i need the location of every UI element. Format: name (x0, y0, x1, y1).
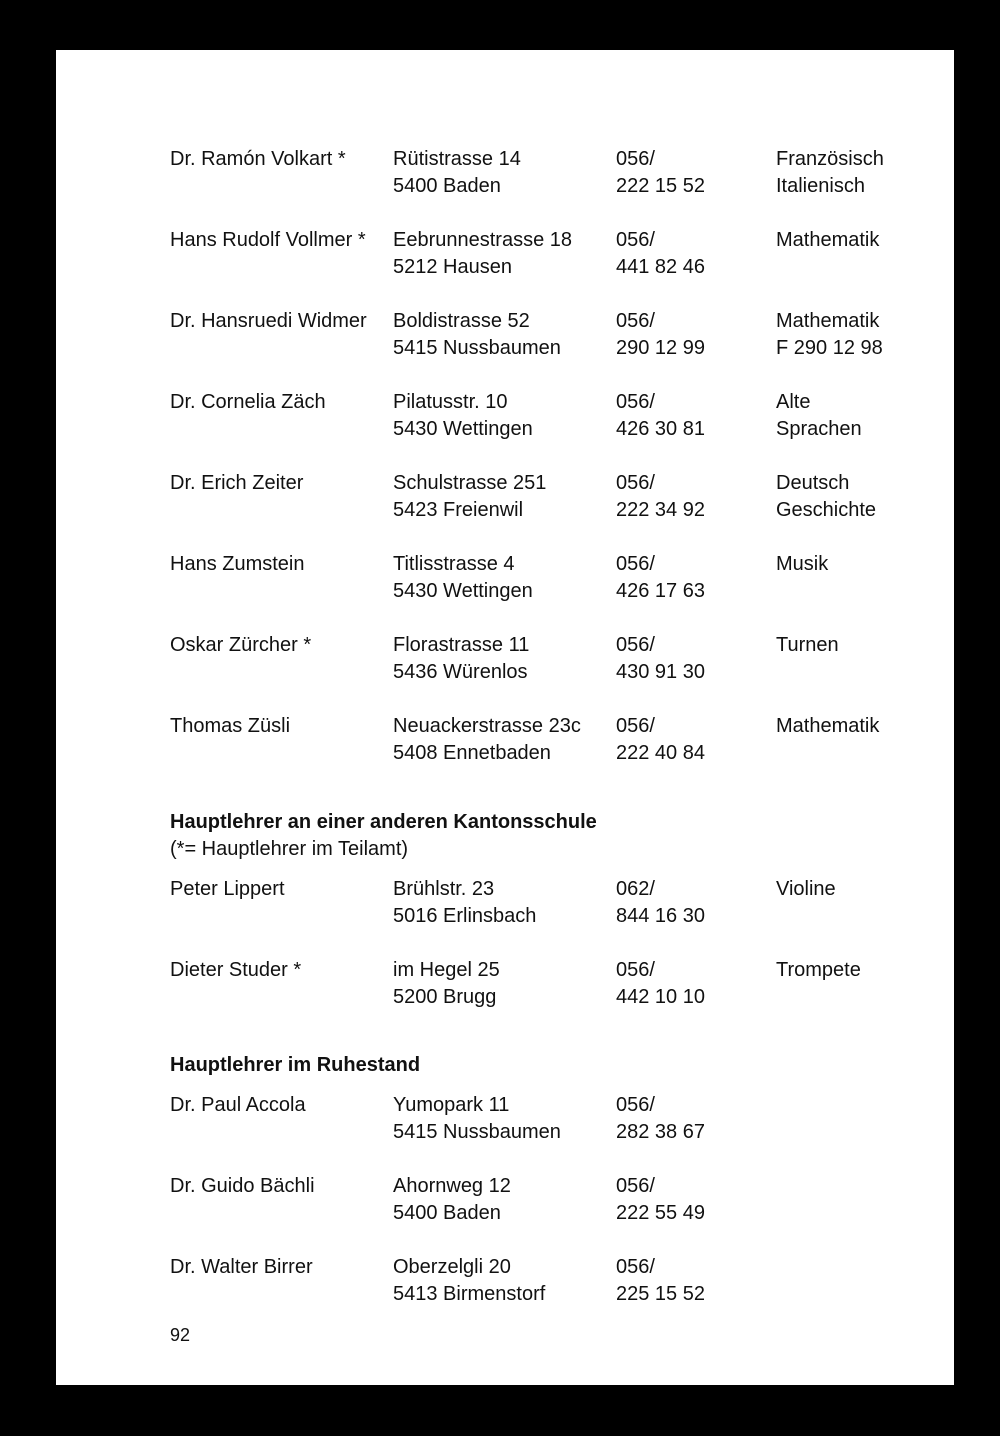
entry-address (393, 632, 618, 686)
city-text: 5212 Hausen (393, 256, 512, 278)
entry-name (170, 713, 395, 740)
name-text: Dr. Paul Accola (170, 1094, 306, 1116)
entry-name (170, 551, 395, 578)
entry-phone (616, 551, 776, 605)
phone-number: 442 10 10 (616, 986, 705, 1008)
street-text: Rütistrasse 14 (393, 148, 521, 170)
directory-entry (56, 308, 954, 368)
entry-address (393, 876, 618, 930)
section-heading: Hauptlehrer im Ruhestand (170, 1054, 421, 1076)
name-text: Peter Lippert (170, 878, 285, 900)
entry-phone (616, 1254, 776, 1308)
entry-phone (616, 632, 776, 686)
entry-name (170, 876, 395, 903)
subject-line-1: Mathematik (776, 229, 880, 251)
entry-subject (776, 389, 951, 443)
city-text: 5415 Nussbaumen (393, 1121, 561, 1143)
subject-line-2: Italienisch (776, 175, 865, 197)
phone-number: 222 55 49 (616, 1202, 705, 1224)
entry-phone (616, 227, 776, 281)
name-text: Dr. Ramón Volkart * (170, 148, 346, 170)
name-text: Dr. Hansruedi Widmer (170, 310, 367, 332)
directory-entry (56, 470, 954, 530)
entry-address (393, 227, 618, 281)
subject-line-1: Französisch (776, 148, 884, 170)
area-code: 056/ (616, 1175, 655, 1197)
entry-address (393, 470, 618, 524)
subject-line-1: Musik (776, 553, 829, 575)
entry-phone (616, 957, 776, 1011)
phone-number: 430 91 30 (616, 661, 705, 683)
name-text: Dr. Walter Birrer (170, 1256, 313, 1278)
entry-name (170, 146, 395, 173)
entry-address (393, 551, 618, 605)
area-code: 056/ (616, 310, 655, 332)
street-text: Oberzelgli 20 (393, 1256, 511, 1278)
phone-number: 426 17 63 (616, 580, 705, 602)
subject-line-1: Violine (776, 878, 836, 900)
phone-number: 222 34 92 (616, 499, 705, 521)
directory-entry (56, 1173, 954, 1233)
area-code: 056/ (616, 634, 655, 656)
entry-name (170, 389, 395, 416)
directory-entry (56, 1092, 954, 1152)
phone-number: 441 82 46 (616, 256, 705, 278)
subject-line-1: Mathematik (776, 715, 880, 737)
subject-line-2: F 290 12 98 (776, 337, 883, 359)
street-text: Pilatusstr. 10 (393, 391, 508, 413)
city-text: 5200 Brugg (393, 986, 497, 1008)
entry-subject (776, 470, 951, 524)
entry-phone (616, 470, 776, 524)
phone-number: 222 15 52 (616, 175, 705, 197)
entry-address (393, 713, 618, 767)
entry-name (170, 957, 395, 984)
area-code: 056/ (616, 1256, 655, 1278)
street-text: Neuackerstrasse 23c (393, 715, 581, 737)
street-text: Florastrasse 11 (393, 634, 530, 656)
subject-line-1: Turnen (776, 634, 839, 656)
street-text: Brühlstr. 23 (393, 878, 495, 900)
entry-name (170, 1092, 395, 1119)
directory-entry (56, 551, 954, 611)
phone-number: 426 30 81 (616, 418, 705, 440)
subject-line-2: Sprachen (776, 418, 862, 440)
area-code: 056/ (616, 1094, 655, 1116)
directory-entry (56, 389, 954, 449)
directory-entry (56, 227, 954, 287)
area-code: 056/ (616, 472, 655, 494)
entry-address (393, 308, 618, 362)
street-text: Schulstrasse 251 (393, 472, 547, 494)
entry-subject (776, 308, 951, 362)
street-text: Ahornweg 12 (393, 1175, 511, 1197)
area-code: 056/ (616, 715, 655, 737)
entry-phone (616, 1092, 776, 1146)
name-text: Hans Zumstein (170, 553, 305, 575)
street-text: Boldistrasse 52 (393, 310, 530, 332)
directory-entry (56, 146, 954, 206)
name-text: Oskar Zürcher * (170, 634, 312, 656)
directory-entry (56, 876, 954, 936)
directory-entry (56, 713, 954, 773)
city-text: 5430 Wettingen (393, 580, 533, 602)
entry-subject (776, 957, 951, 984)
phone-number: 282 38 67 (616, 1121, 705, 1143)
street-text: Titlisstrasse 4 (393, 553, 515, 575)
entry-subject (776, 551, 951, 578)
page-number: 92 (170, 1325, 191, 1345)
entry-name (170, 308, 395, 335)
area-code: 056/ (616, 148, 655, 170)
city-text: 5400 Baden (393, 1202, 501, 1224)
entry-address (393, 1173, 618, 1227)
phone-number: 222 40 84 (616, 742, 705, 764)
entry-subject (776, 146, 951, 200)
directory-entry (56, 957, 954, 1017)
entry-phone (616, 308, 776, 362)
area-code: 056/ (616, 959, 655, 981)
directory-entry (56, 632, 954, 692)
entry-phone (616, 876, 776, 930)
entry-name (170, 1254, 395, 1281)
street-text: Yumopark 11 (393, 1094, 510, 1116)
phone-number: 225 15 52 (616, 1283, 705, 1305)
area-code: 056/ (616, 553, 655, 575)
entry-phone (616, 389, 776, 443)
entry-name (170, 470, 395, 497)
section-heading: Hauptlehrer an einer anderen Kantonsschule (170, 811, 597, 833)
city-text: 5408 Ennetbaden (393, 742, 551, 764)
name-text: Dr. Cornelia Zäch (170, 391, 326, 413)
subject-line-1: Deutsch (776, 472, 850, 494)
city-text: 5415 Nussbaumen (393, 337, 561, 359)
area-code: 056/ (616, 391, 655, 413)
street-text: im Hegel 25 (393, 959, 500, 981)
entry-name (170, 632, 395, 659)
entry-subject (776, 876, 951, 903)
entry-phone (616, 146, 776, 200)
entry-address (393, 389, 618, 443)
entry-address (393, 1092, 618, 1146)
phone-number: 290 12 99 (616, 337, 705, 359)
city-text: 5436 Würenlos (393, 661, 528, 683)
phone-number: 844 16 30 (616, 905, 705, 927)
entry-name (170, 1173, 395, 1200)
name-text: Hans Rudolf Vollmer * (170, 229, 366, 251)
entry-subject (776, 227, 951, 254)
entry-address (393, 957, 618, 1011)
entry-subject (776, 713, 951, 740)
entry-phone (616, 1173, 776, 1227)
city-text: 5016 Erlinsbach (393, 905, 537, 927)
directory-entry (56, 1254, 954, 1314)
subject-line-2: Geschichte (776, 499, 877, 521)
section-note: (*= Hauptlehrer im Teilamt) (170, 838, 409, 860)
entry-address (393, 146, 618, 200)
entry-phone (616, 713, 776, 767)
area-code: 056/ (616, 229, 655, 251)
name-text: Dr. Guido Bächli (170, 1175, 315, 1197)
subject-line-1: Alte (776, 391, 811, 413)
name-text: Thomas Züsli (170, 715, 291, 737)
city-text: 5423 Freienwil (393, 499, 524, 521)
name-text: Dr. Erich Zeiter (170, 472, 304, 494)
document-page (56, 50, 954, 1385)
subject-line-1: Trompete (776, 959, 861, 981)
entry-name (170, 227, 395, 254)
city-text: 5430 Wettingen (393, 418, 533, 440)
name-text: Dieter Studer * (170, 959, 302, 981)
subject-line-1: Mathematik (776, 310, 880, 332)
entry-subject (776, 632, 951, 659)
city-text: 5413 Birmenstorf (393, 1283, 546, 1305)
street-text: Eebrunnestrasse 18 (393, 229, 573, 251)
area-code: 062/ (616, 878, 655, 900)
city-text: 5400 Baden (393, 175, 501, 197)
entry-address (393, 1254, 618, 1308)
